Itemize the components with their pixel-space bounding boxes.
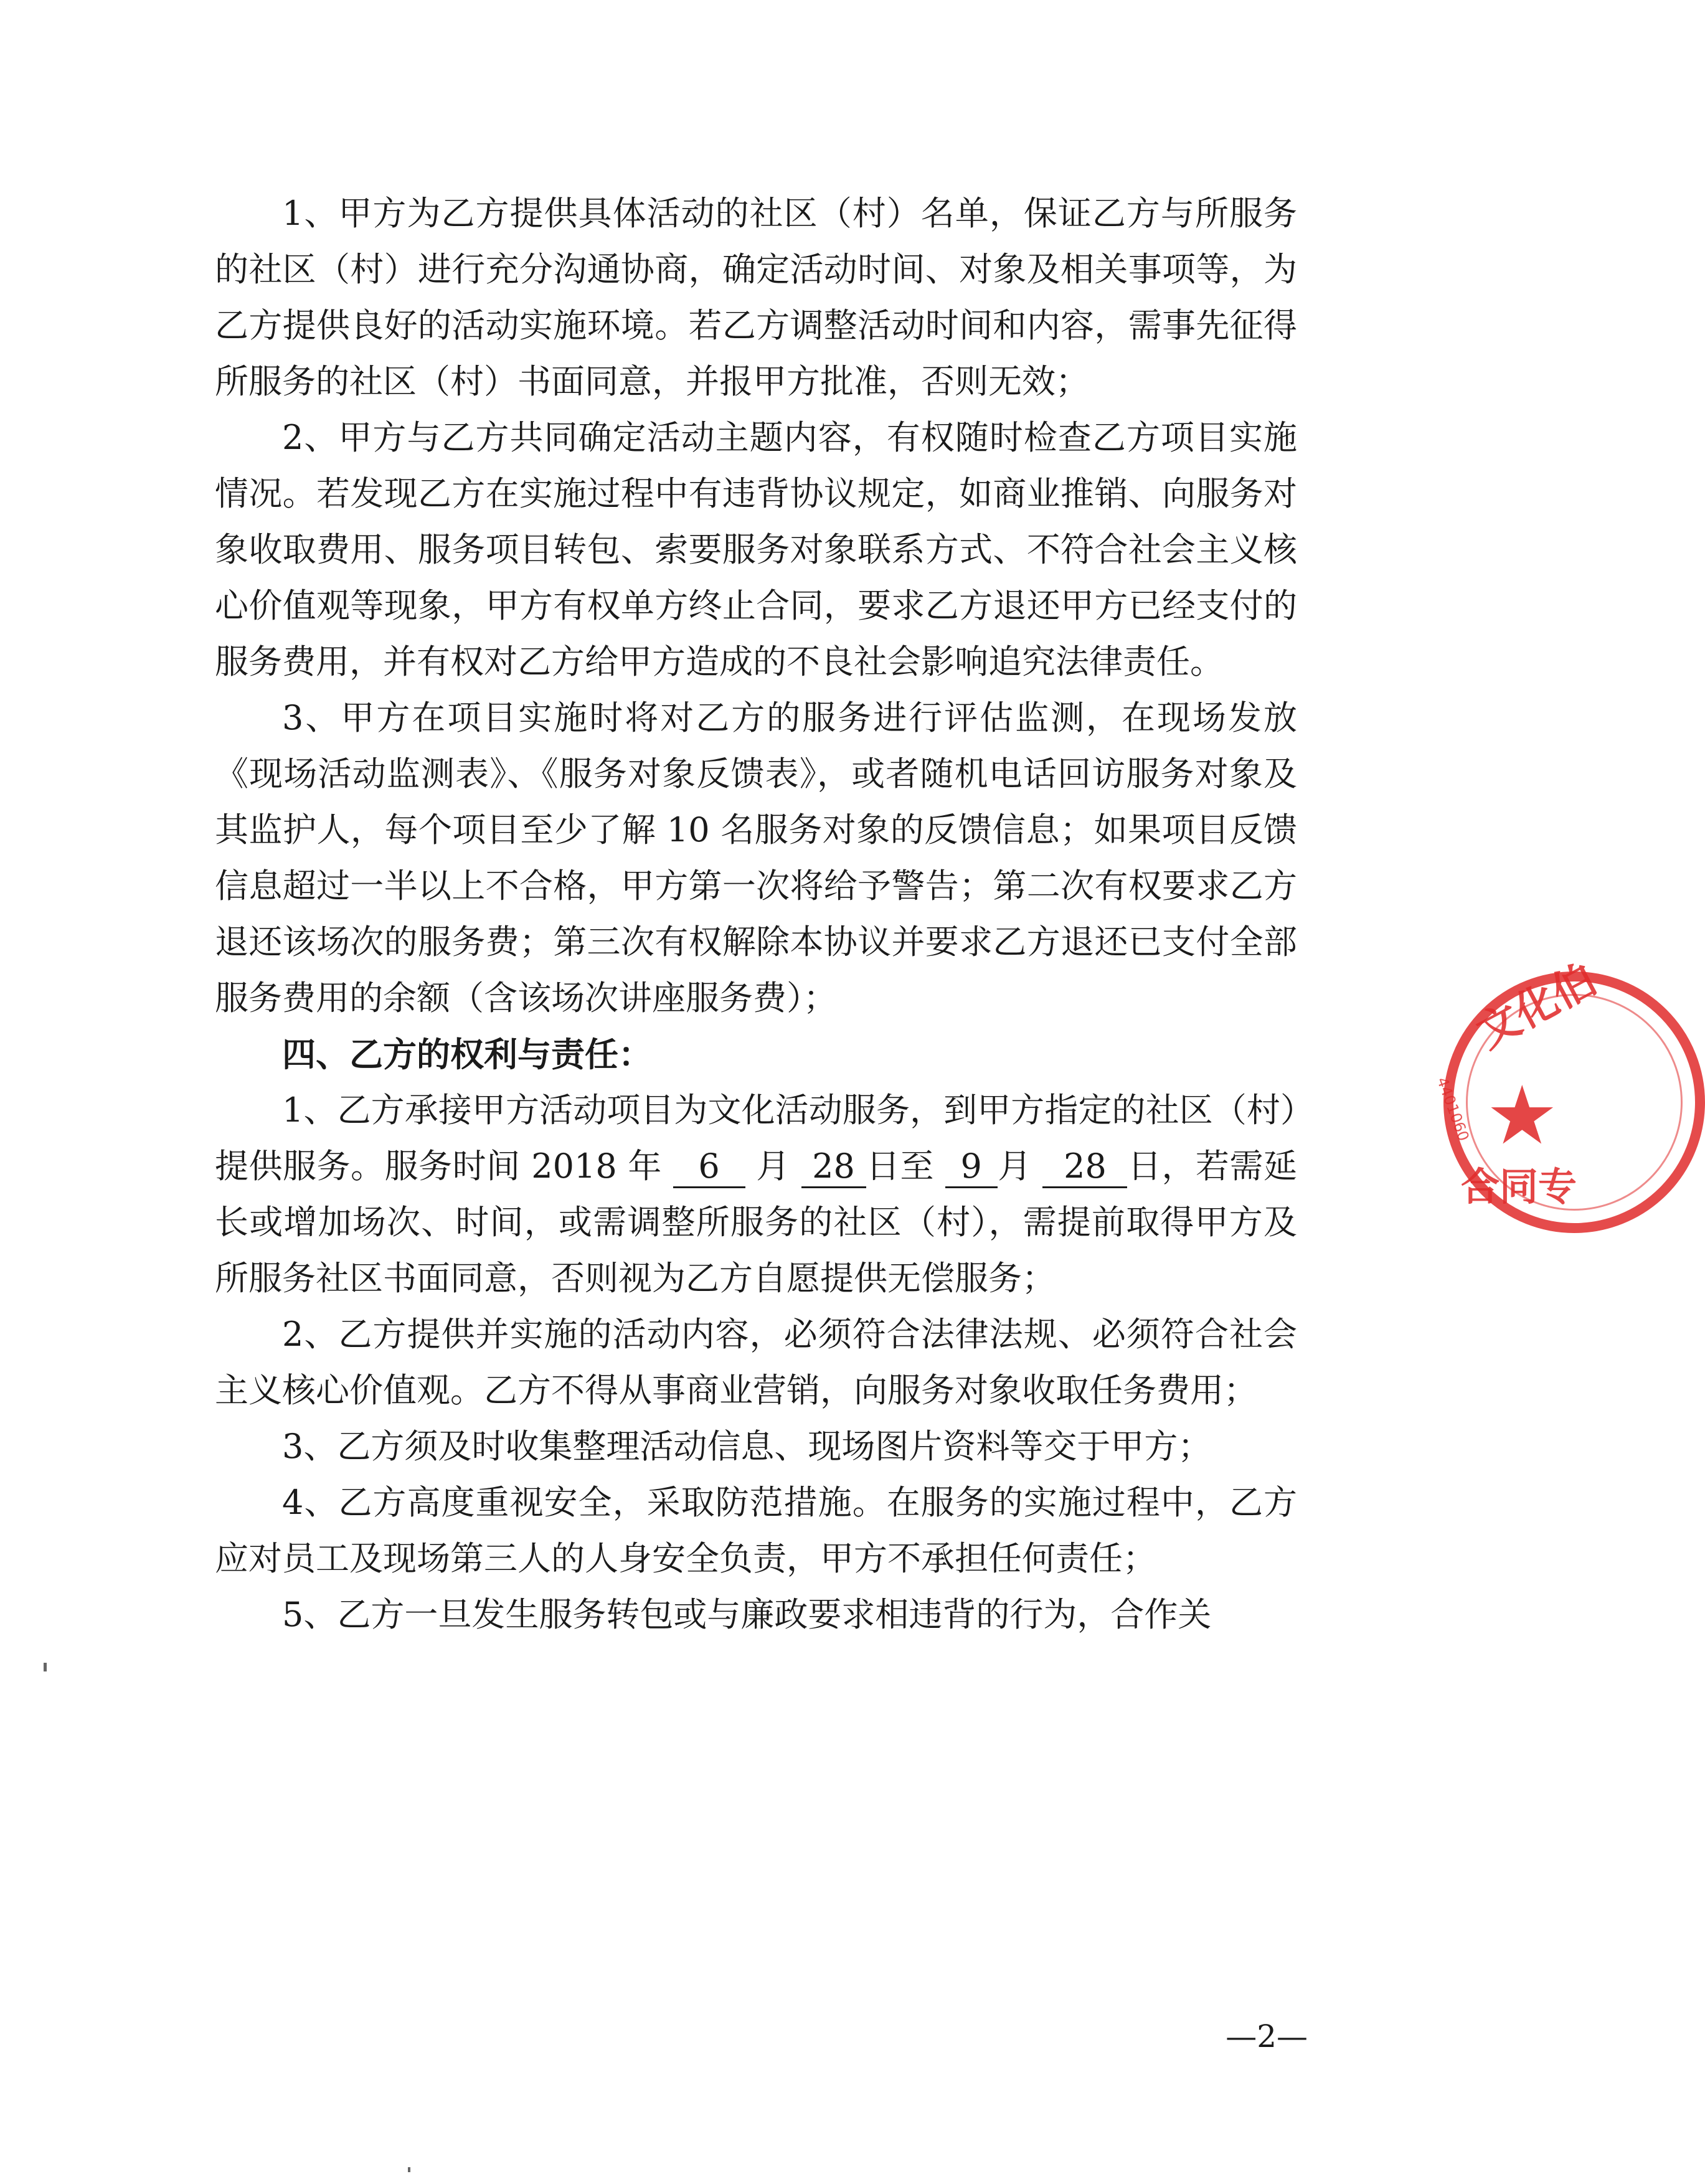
service-text-part1: 1、乙方承接甲方活动项目为文化活动服务，到甲方指定的社区（村）提供服务。服务时间 2018 年 — [215, 1090, 1297, 1186]
page-number: —2— — [1226, 2018, 1308, 2054]
clause-paragraph: 3、甲方在项目实施时将对乙方的服务进行评估监测，在现场发放《现场活动监测表》、《服务对象反馈表》，或者随机电话回访服务对象及其监护人，每个项目至少了解 10 名服务对象的反馈信息；如果项目反馈信息超过一半以上不合格，甲方第一次将给予警告；第二次有权要求乙方退还该场次的服务费；第三次有权解除本协议并要求乙方退还已支付全部服务费用的余额（含该场次讲座服务费）； — [215, 698, 1297, 1018]
contract-body — [215, 186, 1297, 1643]
section-heading: 四、乙方的权利与责任： — [282, 1034, 652, 1074]
seal-star-icon: ★ — [1486, 1068, 1559, 1163]
scan-speck — [408, 2167, 410, 2172]
clause-paragraph: 2、乙方提供并实施的活动内容，必须符合法律法规、必须符合社会主义核心价值观。乙方不得从事商业营销，向服务对象收取任务费用； — [215, 1315, 1297, 1410]
start-day-blank: 28 — [801, 1146, 866, 1188]
service-text-part2: 日，若需延长或增加场次、时间，或需调整所服务的社区（村），需提前取得甲方及所服务社区书面同意，否则视为乙方自愿提供无偿服务； — [215, 1146, 1298, 1298]
month-label: 月 — [997, 1146, 1032, 1186]
clause-paragraph: 5、乙方一旦发生服务转包或与廉政要求相违背的行为，合作关 — [282, 1595, 1212, 1634]
to-label: 日至 — [866, 1146, 935, 1186]
seal-top-text: 文化伯 — [1469, 955, 1605, 1058]
clause-paragraph: 2、甲方与乙方共同确定活动主题内容，有权随时检查乙方项目实施情况。若发现乙方在实施过程中有违背协议规定，如商业推销、向服务对象收取费用、服务项目转包、索要服务对象联系方式、不符合社会主义核心价值观等现象，甲方有权单方终止合同，要求乙方退还甲方已经支付的服务费用，并有权对乙方给甲方造成的不良社会影响追究法律责任。 — [215, 418, 1297, 681]
clause-paragraph: 4、乙方高度重视安全，采取防范措施。在服务的实施过程中，乙方应对员工及现场第三人的人身安全负责，甲方不承担任何责任； — [215, 1483, 1297, 1578]
seal-side-text: 4401060 — [1433, 1075, 1473, 1144]
end-month-blank: 9 — [945, 1146, 998, 1188]
start-month-blank: 6 — [673, 1146, 745, 1188]
scan-speck — [44, 1663, 47, 1671]
service-time-paragraph — [215, 1082, 1297, 1307]
clause-paragraph: 3、乙方须及时收集整理活动信息、现场图片资料等交于甲方； — [282, 1427, 1212, 1466]
clause-paragraph: 1、甲方为乙方提供具体活动的社区（村）名单，保证乙方与所服务的社区（村）进行充分沟通协商，确定活动时间、对象及相关事项等，为乙方提供良好的活动实施环境。若乙方调整活动时间和内容，需事先征得所服务的社区（村）书面同意，并报甲方批准，否则无效； — [215, 194, 1297, 401]
red-seal-stamp — [1433, 955, 1705, 1233]
end-day-blank: 28 — [1042, 1146, 1127, 1188]
seal-bottom-text: 合同专 — [1461, 1164, 1577, 1209]
month-label: 月 — [756, 1146, 790, 1186]
